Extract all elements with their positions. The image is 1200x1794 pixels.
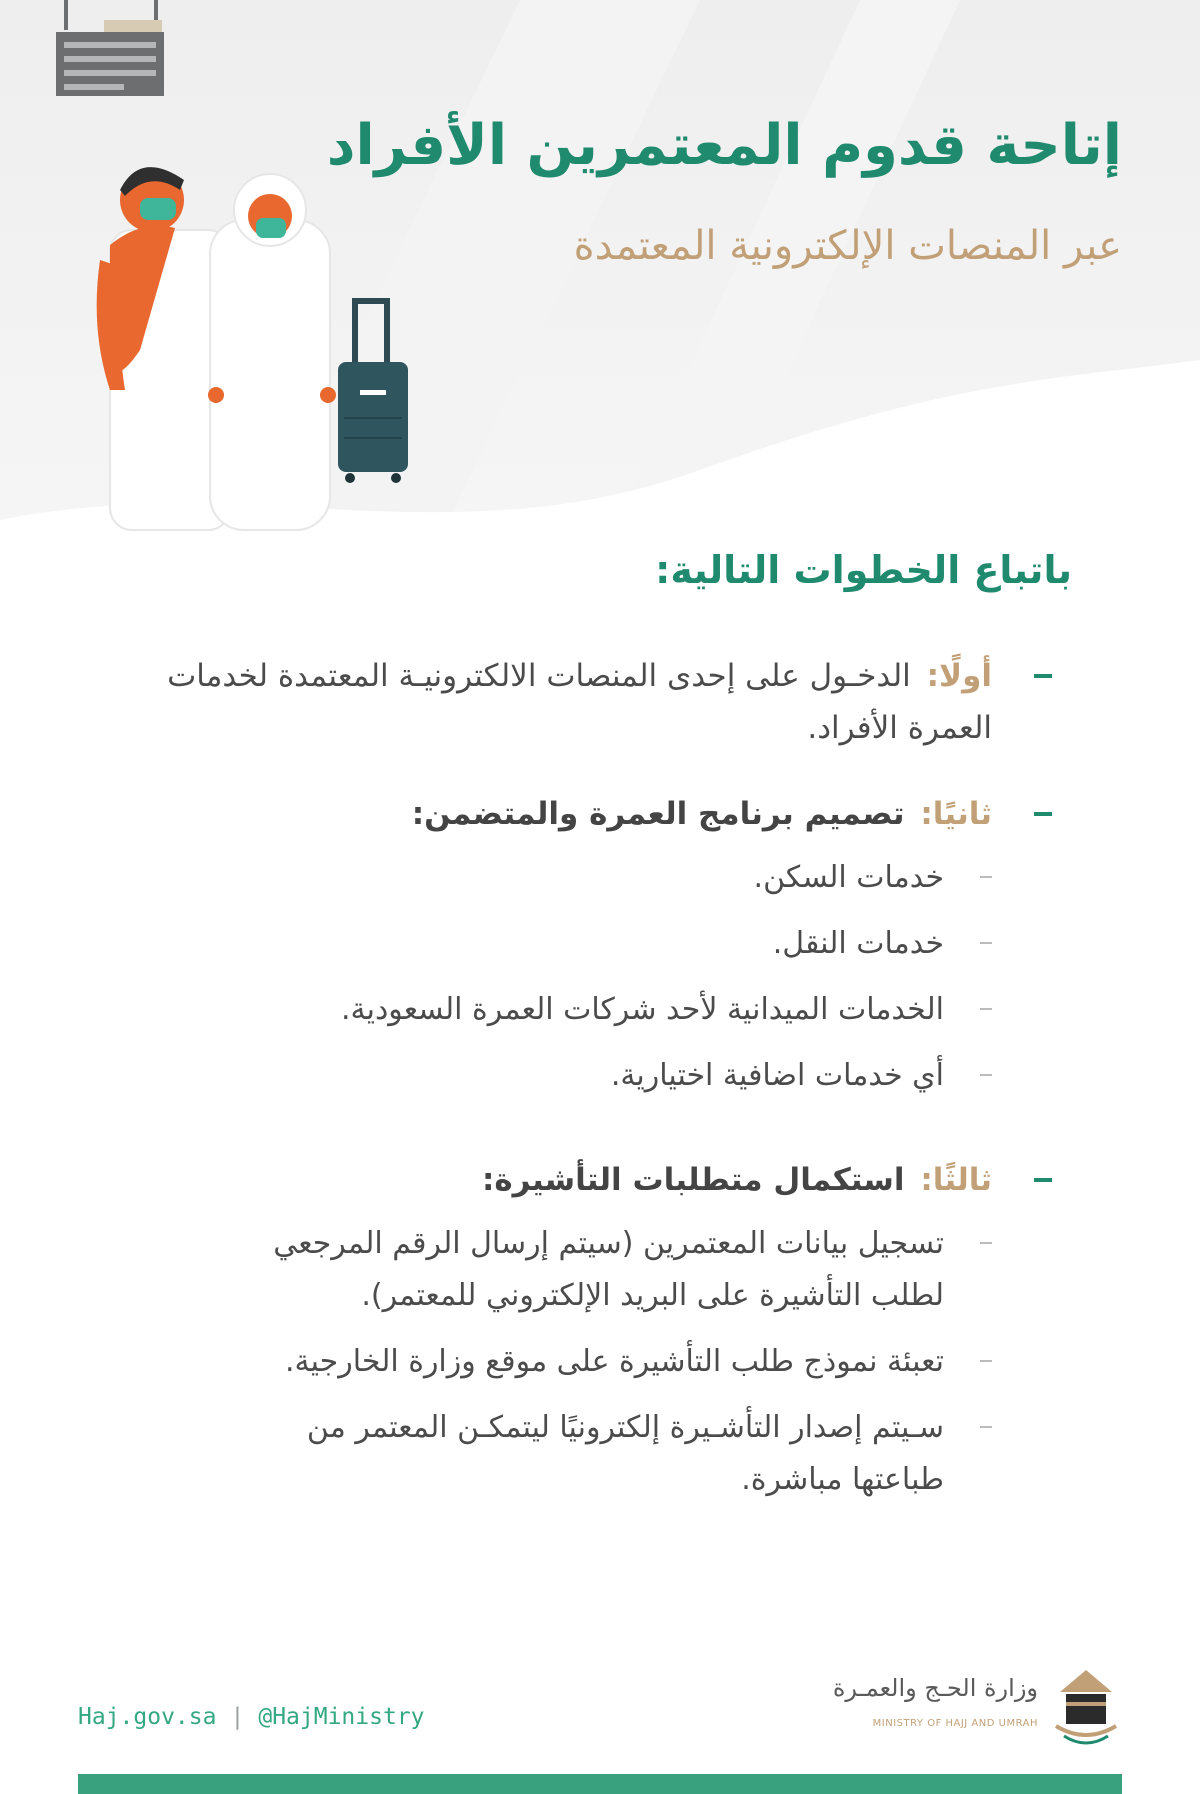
step-2-title: تصميم برنامج العمرة والمتضمن: (411, 796, 905, 832)
step-1 (122, 650, 1082, 754)
list-item (224, 1050, 992, 1102)
footer-links (78, 1704, 425, 1730)
page-title: إتاحة قدوم المعتمرين الأفراد (326, 113, 1122, 178)
list-item-text: خدمات السكن. (753, 860, 944, 895)
sub-bullet (980, 1008, 992, 1010)
ministry-emblem-icon (1050, 1668, 1122, 1748)
list-item (224, 852, 992, 904)
step-3 (122, 1154, 1082, 1506)
sub-bullet (980, 1426, 992, 1428)
suitcase-icon (334, 298, 414, 484)
list-item (224, 984, 992, 1036)
step-1-text (122, 650, 992, 754)
step-3-items (122, 1218, 992, 1506)
steps-heading: باتباع الخطوات التالية: (655, 548, 1072, 592)
step-2-label: ثانيًا: (920, 796, 992, 832)
step-bullet (1034, 1178, 1052, 1182)
ministry-name-ar: وزارة الحـج والعمـرة (832, 1674, 1038, 1702)
step-3-title: استكمال متطلبات التأشيرة: (481, 1162, 905, 1198)
step-2-text (122, 788, 992, 840)
sub-bullet (980, 876, 992, 878)
list-item (224, 918, 992, 970)
ministry-name-en: MINISTRY OF HAJJ AND UMRAH (872, 1718, 1038, 1729)
step-2-items (122, 852, 992, 1102)
website-link[interactable]: Haj.gov.sa (78, 1704, 217, 1730)
footer-bar (78, 1774, 1122, 1794)
list-item-text: تعبئة نموذج طلب التأشيرة على موقع وزارة الخارجية. (285, 1344, 944, 1379)
steps-list (122, 650, 1082, 1532)
list-item (224, 1336, 992, 1388)
page-subtitle: عبر المنصات الإلكترونية المعتمدة (573, 223, 1122, 269)
sub-bullet (980, 1242, 992, 1244)
social-handle-link[interactable]: @HajMinistry (258, 1704, 425, 1730)
departure-board-icon (54, 0, 166, 100)
sub-bullet (980, 1074, 992, 1076)
list-item-text: سـيتم إصدار التأشـيرة إلكترونيًا ليتمكـن المعتمر من طباعتها مباشرة. (306, 1410, 944, 1497)
step-1-label: أولًا: (926, 658, 992, 694)
list-item-text: الخدمات الميدانية لأحد شركات العمرة السعودية. (340, 992, 944, 1027)
list-item-text: أي خدمات اضافية اختيارية. (610, 1058, 944, 1093)
list-item (224, 1218, 992, 1322)
step-bullet (1034, 674, 1052, 678)
list-item (224, 1402, 992, 1506)
sub-bullet (980, 1360, 992, 1362)
step-3-text (122, 1154, 992, 1206)
step-1-body: الدخـول على إحدى المنصات الالكترونيـة المعتمدة لخدمات العمرة الأفراد. (167, 658, 992, 746)
list-item-text: تسجيل بيانات المعتمرين (سيتم إرسال الرقم المرجعي لطلب التأشيرة على البريد الإلكتروني للمعتمر). (273, 1226, 944, 1313)
list-item-text: خدمات النقل. (772, 926, 944, 961)
step-2 (122, 788, 1082, 1102)
sub-bullet (980, 942, 992, 944)
footer-separator: | (230, 1704, 245, 1730)
step-bullet (1034, 812, 1052, 816)
step-3-label: ثالثًا: (920, 1162, 992, 1198)
ministry-logo (742, 1668, 1122, 1748)
